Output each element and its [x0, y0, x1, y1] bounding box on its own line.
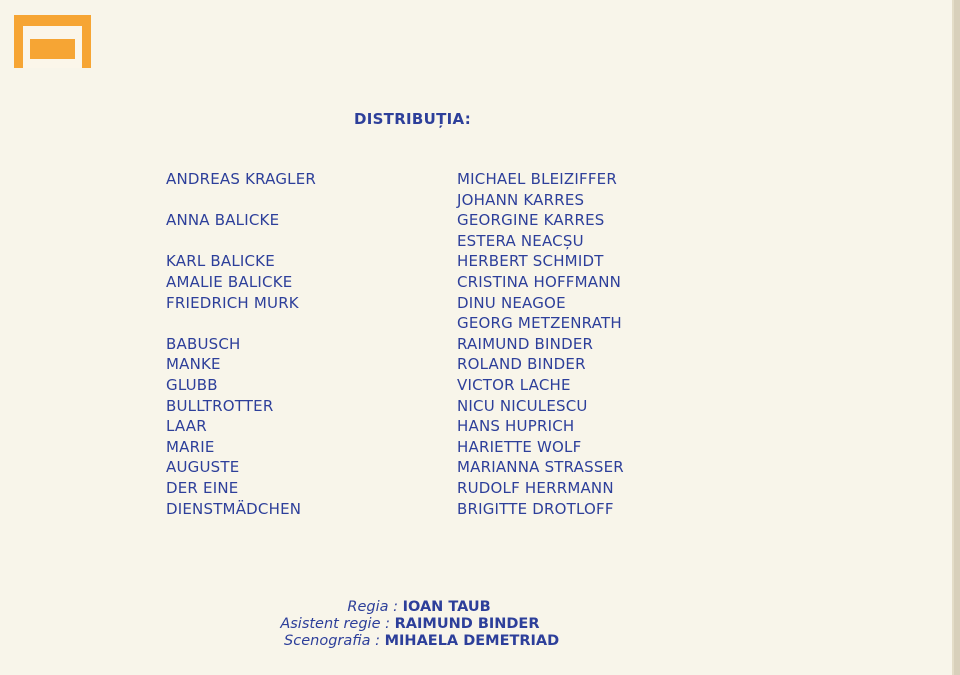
role-name: DER EINE	[166, 478, 239, 497]
actor-name: MARIANNA STRASSER	[457, 458, 624, 477]
role-name	[166, 190, 316, 211]
role-name: KARL BALICKE	[166, 252, 275, 271]
theatre-logo-icon	[14, 15, 91, 68]
actor-name: HARIETTE WOLF	[457, 437, 582, 456]
actor-name: BRIGITTE DROTLOFF	[457, 499, 614, 518]
credit-value: RAIMUND BINDER	[394, 616, 540, 632]
role-name: AUGUSTE	[166, 458, 240, 477]
credit-set-design	[250, 633, 610, 650]
actor-name: GEORG METZENRATH	[457, 314, 622, 333]
role-name: DIENSTMÄDCHEN	[166, 499, 302, 518]
actor-name: ESTERA NEACȘU	[457, 231, 584, 250]
actor-name: ROLAND BINDER	[457, 355, 586, 374]
actor-name: GEORGINE KARRES	[457, 211, 605, 230]
role-name: BABUSCH	[166, 334, 241, 353]
credit-director	[250, 599, 610, 616]
actor-name: DINU NEAGOE	[457, 293, 566, 312]
role-name: MARIE	[166, 437, 215, 456]
credit-label: Scenografia :	[284, 633, 380, 649]
credit-label: Regia :	[347, 599, 398, 615]
role-name: BULLTROTTER	[166, 396, 274, 415]
production-credits	[250, 599, 610, 650]
role-name: GLUBB	[166, 375, 218, 394]
actors-column	[457, 169, 624, 519]
role-name: ANNA BALICKE	[166, 211, 280, 230]
role-name: LAAR	[166, 417, 207, 436]
roles-column	[166, 169, 316, 519]
credit-label: Asistent regie :	[280, 616, 390, 632]
actor-name: HANS HUPRICH	[457, 417, 575, 436]
actor-name: CRISTINA HOFFMANN	[457, 272, 622, 291]
role-name: MANKE	[166, 355, 221, 374]
actor-name: JOHANN KARRES	[457, 190, 585, 209]
actor-name: MICHAEL BLEIZIFFER	[457, 170, 617, 188]
cast-heading: DISTRIBUȚIA:	[353, 110, 472, 128]
page-edge	[954, 0, 960, 675]
credit-assistant-director	[250, 616, 610, 633]
role-name: AMALIE BALICKE	[166, 272, 293, 291]
actor-name: RUDOLF HERRMANN	[457, 478, 614, 497]
actor-name: RAIMUND BINDER	[457, 334, 594, 353]
actor-name: VICTOR LACHE	[457, 375, 571, 394]
role-name: FRIEDRICH MURK	[166, 293, 299, 312]
role-name	[166, 313, 316, 334]
role-name: ANDREAS KRAGLER	[166, 170, 317, 188]
credit-value: MIHAELA DEMETRIAD	[384, 633, 560, 649]
actor-name: HERBERT SCHMIDT	[457, 252, 604, 271]
credit-value: IOAN TAUB	[402, 599, 491, 615]
actor-name: NICU NICULESCU	[457, 396, 588, 415]
role-name	[166, 231, 316, 252]
